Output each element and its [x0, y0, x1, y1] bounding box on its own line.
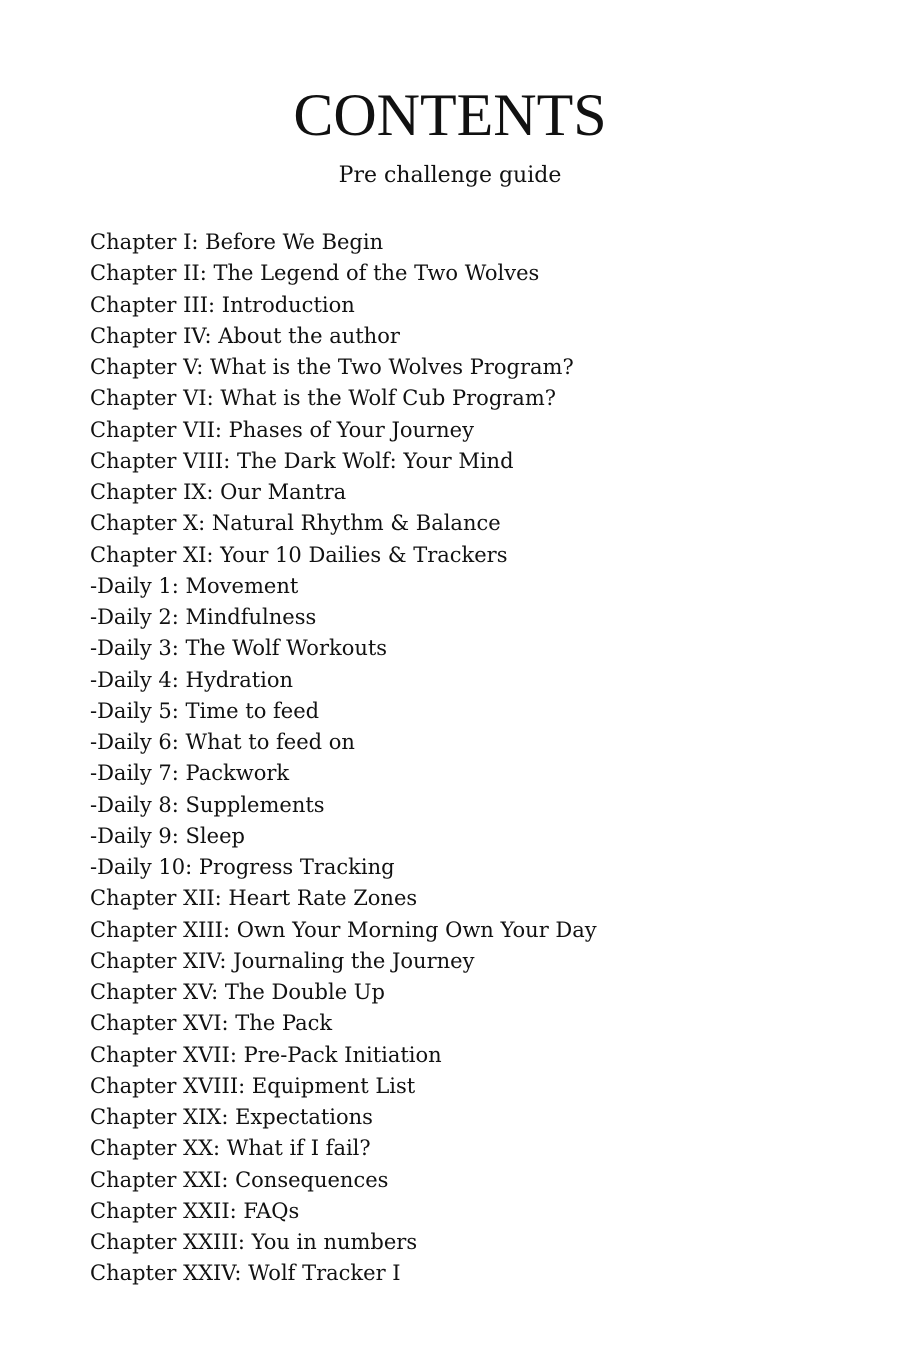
toc-entry: Chapter XVI: The Pack: [90, 1011, 333, 1036]
toc-entry: Chapter XVII: Pre-Pack Initiation: [90, 1042, 442, 1067]
toc-subentry: -Daily 8: Supplements: [90, 792, 325, 817]
toc-subentry: -Daily 5: Time to feed: [90, 698, 320, 723]
toc-subentry: -Daily 3: The Wolf Workouts: [90, 636, 388, 661]
toc-entry: Chapter X: Natural Rhythm & Balance: [90, 511, 501, 536]
toc-subentry: -Daily 7: Packwork: [90, 761, 290, 786]
toc-entry: Chapter XVIII: Equipment List: [90, 1073, 416, 1098]
table-of-contents: [90, 227, 850, 1290]
toc-entry: Chapter XX: What if I fail?: [90, 1136, 371, 1161]
toc-subentry: -Daily 10: Progress Tracking: [90, 855, 395, 879]
toc-entry: Chapter XXIV: Wolf Tracker I: [90, 1261, 401, 1286]
toc-entry: Chapter XXI: Consequences: [90, 1167, 389, 1192]
toc-entry: Chapter IX: Our Mantra: [90, 480, 347, 504]
toc-entry: Chapter VII: Phases of Your Journey: [90, 417, 474, 442]
page-subtitle: Pre challenge guide: [338, 163, 562, 188]
toc-entry: Chapter XII: Heart Rate Zones: [90, 886, 418, 911]
toc-subentry: -Daily 9: Sleep: [90, 823, 245, 848]
toc-entry: Chapter I: Before We Begin: [90, 230, 384, 254]
toc-entry: Chapter III: Introduction: [90, 292, 355, 317]
toc-entry: Chapter XV: The Double Up: [90, 980, 385, 1004]
toc-entry: Chapter XIV: Journaling the Journey: [90, 948, 475, 973]
toc-entry: Chapter V: What is the Two Wolves Program?: [90, 355, 574, 379]
toc-entry: Chapter XIX: Expectations: [90, 1105, 373, 1129]
toc-entry: Chapter VIII: The Dark Wolf: Your Mind: [90, 448, 514, 473]
toc-subentry: -Daily 1: Movement: [90, 573, 299, 598]
page-title: CONTENTS: [293, 82, 607, 148]
toc-entry: Chapter XIII: Own Your Morning Own Your Day: [90, 917, 597, 942]
toc-entry: Chapter XXII: FAQs: [90, 1198, 300, 1223]
toc-entry: Chapter IV: About the author: [90, 323, 400, 348]
toc-entry: Chapter VI: What is the Wolf Cub Program?: [90, 386, 556, 411]
toc-entry: Chapter XI: Your 10 Dailies & Trackers: [90, 542, 508, 567]
toc-subentry: -Daily 2: Mindfulness: [90, 605, 317, 629]
toc-subentry: -Daily 6: What to feed on: [90, 730, 355, 754]
toc-entry: Chapter II: The Legend of the Two Wolves: [90, 261, 540, 286]
toc-entry: Chapter XXIII: You in numbers: [90, 1230, 418, 1254]
toc-subentry: -Daily 4: Hydration: [90, 667, 294, 692]
